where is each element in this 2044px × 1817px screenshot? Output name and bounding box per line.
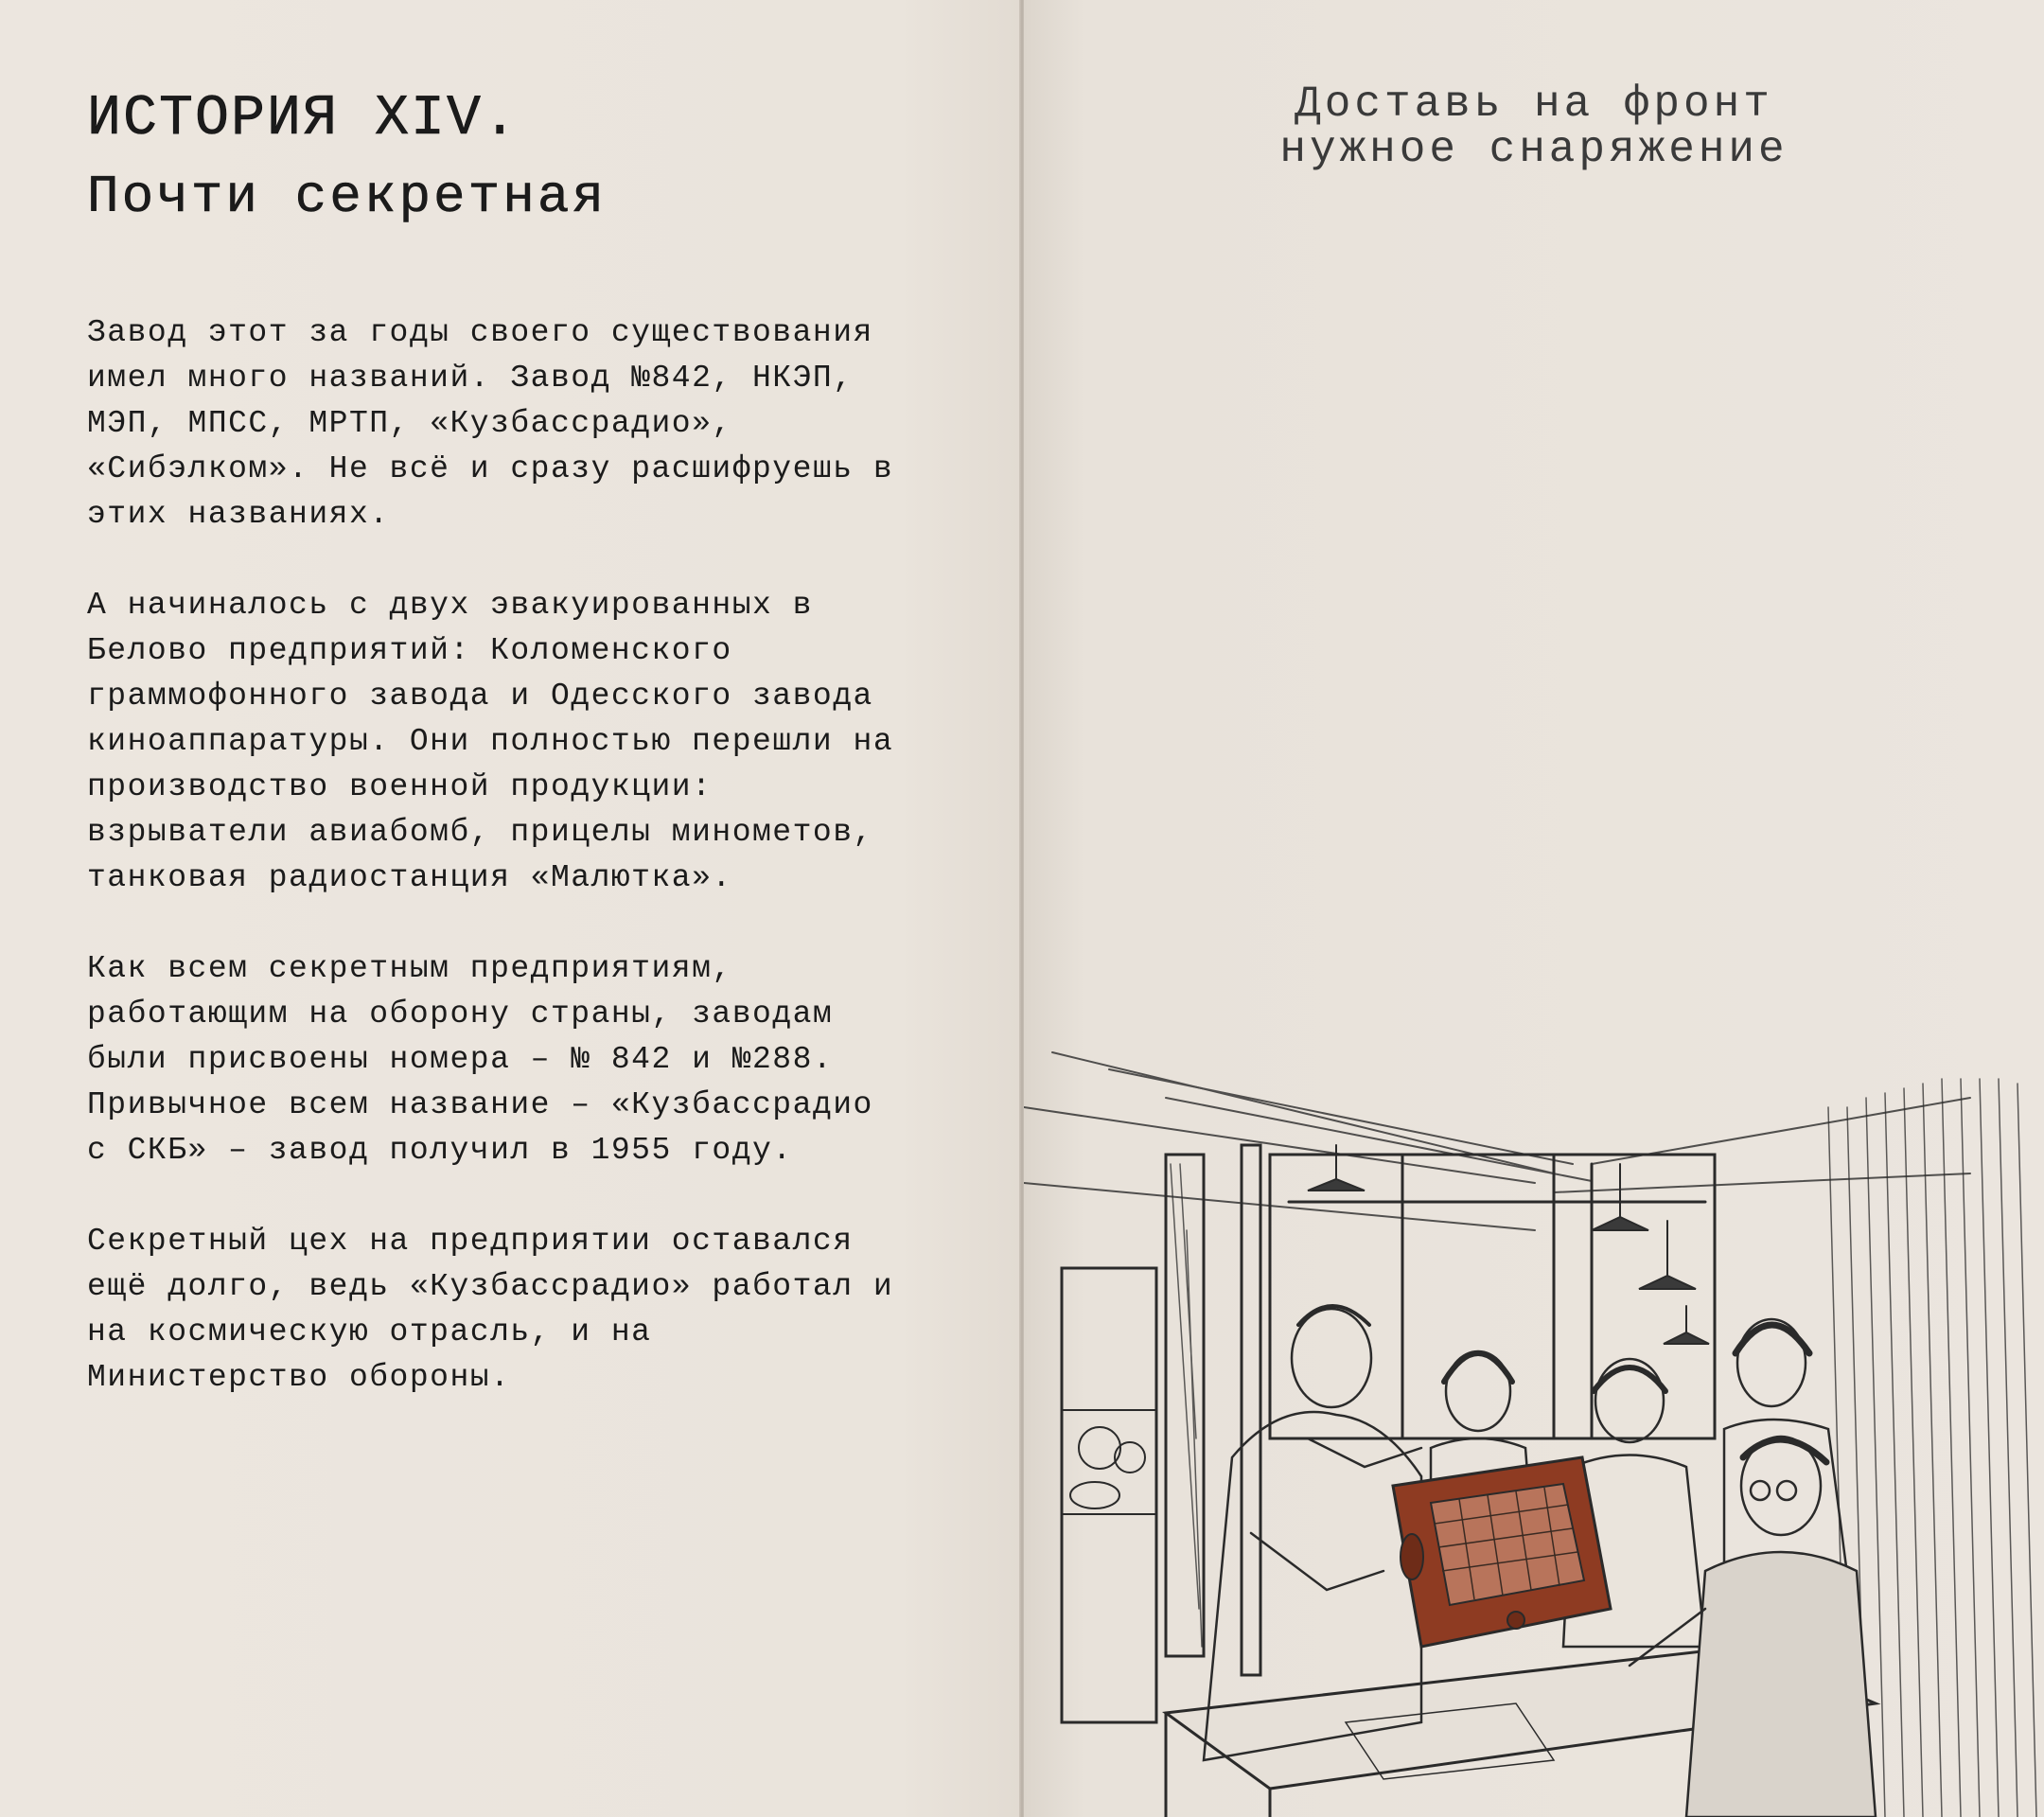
story-body bbox=[87, 310, 1005, 1446]
right-page bbox=[1024, 0, 2044, 1817]
task-heading-line-2: нужное снаряжение bbox=[1279, 125, 1788, 174]
paragraph-4: Секретный цех на предприятии оставался ещё долго, ведь «Кузбассрадио» работал и на космическую отрасль, и на Министерство обороны. bbox=[87, 1224, 894, 1395]
task-heading-line-1: Доставь на фронт bbox=[1295, 79, 1773, 129]
story-subtitle: Почти секретная bbox=[87, 167, 608, 227]
paragraph-2: А начиналось с двух эвакуированных в Белово предприятий: Коломенского граммофонного завода и Одесского завода киноаппаратуры. Они полностью перешли на производство военной продукции: взрыватели авиабомб, прицелы минометов, танковая радиостанция «Малютка». bbox=[87, 588, 894, 895]
task-heading bbox=[1024, 81, 2044, 172]
factory-workers-with-radio-sketch-icon bbox=[1024, 1041, 2044, 1817]
left-page bbox=[0, 0, 1020, 1817]
paragraph-3: Как всем секретным предприятиям, работающим на оборону страны, заводам были присвоены номера – № 842 и №288. Привычное всем название – «Кузбассрадио с СКБ» – завод получил в 1955 году. bbox=[87, 951, 873, 1168]
story-title: ИСТОРИЯ XIV. bbox=[87, 87, 520, 151]
paragraph-1: Завод этот за годы своего существования имел много названий. Завод №842, НКЭП, МЭП, МПСС, МРТП, «Кузбассрадио», «Сибэлком». Не всё и сразу расшифруешь в этих названиях. bbox=[87, 315, 894, 532]
